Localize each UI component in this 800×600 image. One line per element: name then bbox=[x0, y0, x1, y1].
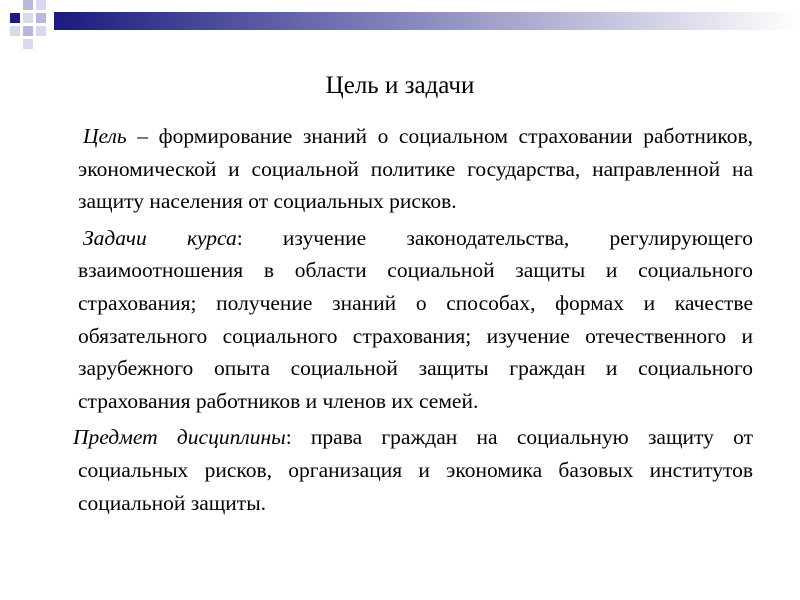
goal-text: – формирование знаний о социальном страховании работников, экономической и социальной политике государства, направленной на защиту населения от социальных рисков. bbox=[78, 124, 753, 214]
slide-body bbox=[73, 120, 754, 523]
subject-text: : права граждан на социальную защиту от социальных рисков, организация и экономика базовых институтов социальной защиты. bbox=[78, 425, 754, 515]
slide-title: Цель и задачи bbox=[325, 72, 475, 99]
term-subject: Предмет дисциплины bbox=[73, 425, 286, 450]
paragraph-tasks bbox=[78, 222, 753, 418]
paragraph-goal bbox=[78, 120, 753, 218]
tasks-text: : изучение законодательства, регулирующего взаимоотношения в области социальной защиты и социального страхования; получение знаний о способах, формах и качестве обязательного социального страхования; изучение отечественного и зарубежного опыта социальной защиты граждан и социального страхования работников и членов их семей. bbox=[78, 225, 753, 413]
term-tasks: Задачи курса bbox=[83, 225, 237, 250]
paragraph-subject bbox=[73, 421, 754, 519]
term-goal: Цель bbox=[83, 124, 127, 148]
decorative-header-bar bbox=[0, 0, 800, 60]
